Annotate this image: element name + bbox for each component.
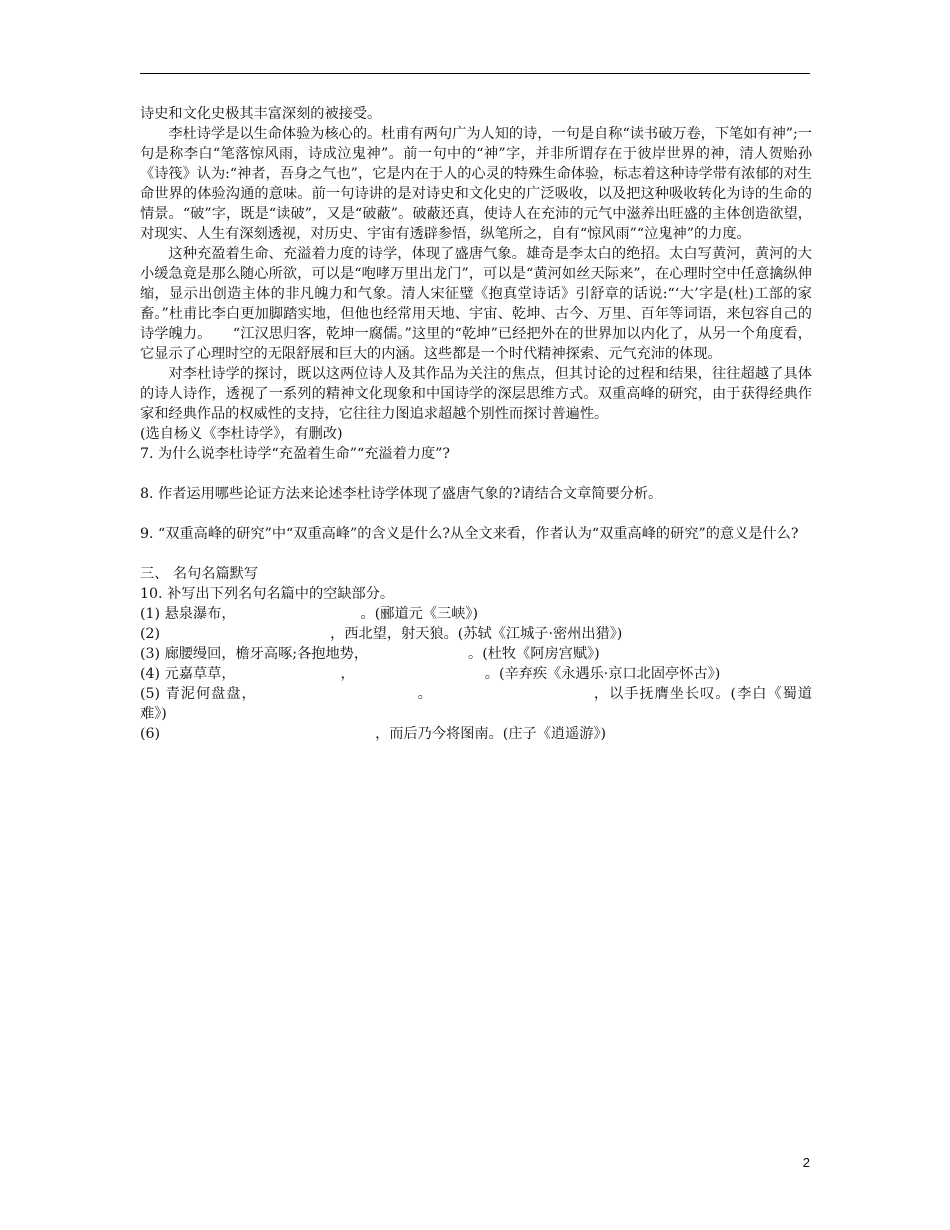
fill-text: (4) 元嘉草草， [140, 666, 236, 682]
fill-text: (3) 廊腰缦回，檐牙高啄;各抱地势， [140, 646, 369, 662]
fill-item-4 [140, 664, 812, 684]
fill-text: (6) [140, 726, 161, 742]
fill-item-3 [140, 644, 812, 664]
fill-item-6 [140, 724, 812, 744]
question-8: 8. 作者运用哪些论证方法来论述李杜诗学体现了盛唐气象的?请结合文章简要分析。 [140, 486, 663, 502]
fill-text: ，而后乃今将图南。(庄子《逍遥游》) [375, 726, 607, 742]
fill-text: ，西北望，射天狼。(苏轼《江城子·密州出猎》) [330, 626, 623, 642]
passage-paragraph: 诗史和文化史极其丰富深刻的被接受。 [140, 106, 382, 122]
fill-text: 。(郦道元《三峡》) [360, 606, 479, 622]
fill-item-1 [140, 604, 812, 624]
document-body [140, 104, 812, 744]
passage-paragraph: 李杜诗学是以生命体验为核心的。杜甫有两句广为人知的诗，一句是自称“读书破万卷，下笔如有神”;一句是称李白“笔落惊风雨，诗成泣鬼神”。前一句中的“神”字，并非所谓存在于彼岸世界的神，清人贺贻孙《诗筏》认为:“神者，吾身之气也”，它是内在于人的心灵的特殊生命体验，标志着这种诗学带有浓郁的对生命世界的体验沟通的意味。前一句诗讲的是对诗史和文化史的广泛吸收，以及把这种吸收转化为诗的生命的情景。“破”字，既是“读破”，又是“破蔽”。破蔽还真，使诗人在充沛的元气中滋养出旺盛的主体创造欲望，对现实、人生有深刻透视，对历史、宇宙有透辟参悟，纵笔所之，自有“惊风雨”“泣鬼神”的力度。 [140, 126, 812, 242]
fill-item-2 [140, 624, 812, 644]
fill-text: 。(杜牧《阿房宫赋》) [468, 646, 600, 662]
fill-text: 。(辛弃疾《永遇乐·京口北固亭怀古》) [484, 666, 721, 682]
fill-text: (1) 悬泉瀑布， [140, 606, 236, 622]
fill-item-5 [140, 684, 812, 724]
fill-text: (2) [140, 626, 161, 642]
question-9: 9. “双重高峰的研究”中“双重高峰”的含义是什么?从全文来看，作者认为“双重高峰的研究”的意义是什么? [140, 526, 799, 542]
header-rule [140, 73, 810, 74]
fill-text: 。 [416, 686, 433, 702]
passage-paragraph: 这种充盈着生命、充溢着力度的诗学，体现了盛唐气象。雄奇是李太白的绝招。太白写黄河，黄河的大小缓急竟是那么随心所欲，可以是“咆哮万里出龙门”，可以是“黄河如丝天际来”，在心理时空中任意擒纵伸缩，显示出创造主体的非凡魄力和气象。清人宋征璧《抱真堂诗话》引舒章的话说:“‘大’字是(杜)工部的家畜。”杜甫比李白更加脚踏实地，但他也经常用天地、宇宙、乾坤、古今、万里、百年等词语，来包容自己的诗学魄力。 “江汉思归客，乾坤一腐儒。”这里的“乾坤”已经把外在的世界加以内化了，从另一个角度看，它显示了心理时空的无限舒展和巨大的内涵。这些都是一个时代精神探索、元气充沛的体现。 [140, 246, 812, 362]
passage-source: (选自杨义《李杜诗学》，有删改) [140, 426, 343, 442]
page-number: 2 [802, 1155, 810, 1170]
fill-text: ，以手抚膺坐长叹。(李白《蜀道难》) [140, 686, 812, 722]
fill-text: ， [340, 666, 355, 682]
question-10: 10. 补写出下列名句名篇中的空缺部分。 [140, 586, 395, 602]
section-heading: 三、 名句名篇默写 [140, 566, 259, 582]
fill-text: (5) 青泥何盘盘， [140, 686, 257, 702]
passage-paragraph: 对李杜诗学的探讨，既以这两位诗人及其作品为关注的焦点，但其讨论的过程和结果，往往超越了具体的诗人诗作，透视了一系列的精神文化现象和中国诗学的深层思维方式。双重高峰的研究，由于获得经典作家和经典作品的权威性的支持，它往往力图追求超越个别性而探讨普遍性。 [140, 366, 812, 422]
question-7: 7. 为什么说李杜诗学“充盈着生命”“充溢着力度”? [140, 446, 451, 462]
